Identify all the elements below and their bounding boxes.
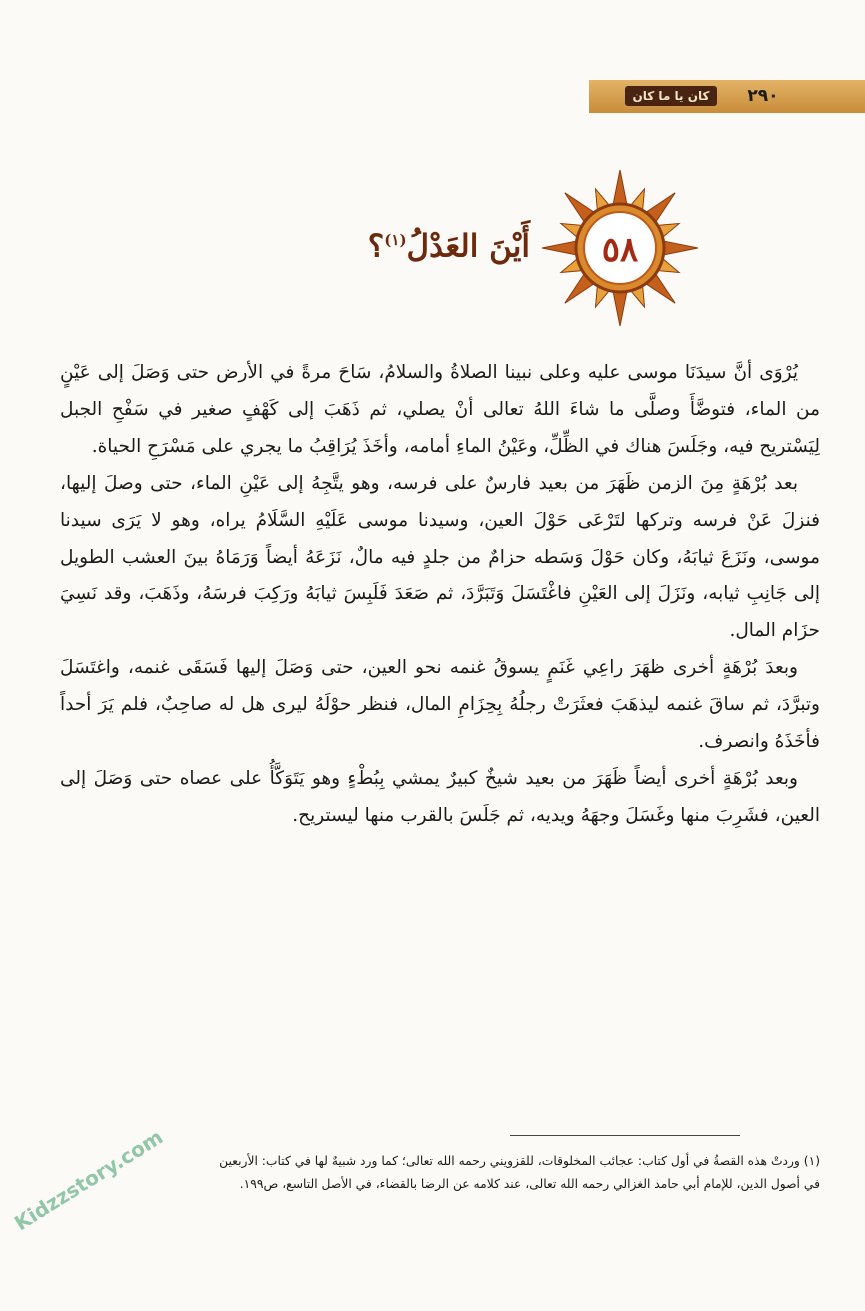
footnote-divider (510, 1135, 740, 1136)
footnote-line: في أصول الدين، للإمام أبي حامد الغزالي رحمه الله تعالى، عند كلامه عن الرضا بالقضاء، في الأصل التاسع، ص١٩٩. (239, 1177, 820, 1191)
footnote-marker: (١) (384, 231, 407, 249)
sun-icon (540, 168, 700, 328)
paragraph: وبعدَ بُرْهَةٍ أخرى ظهَرَ راعِي غَنَمٍ يسوقُ غنمه نحو العين، حتى وَصَلَ إليها فَسَقَى غنمه، واغتَسَلَ وتبرَّدَ، ثم ساقَ غنمه ليذهَبَ فعثَرَتْ رجلُهُ بِحِزَامِ المال، فنظر حوْلَهُ ليرى هل له صاحِبٌ، فلم يَرَ أحداً فأخَذَهُ وانصرف. (60, 657, 820, 753)
page-number: ٢٩٠ (747, 86, 779, 106)
story-body (60, 355, 820, 835)
paragraph: يُرْوَى أنَّ سيدَنَا موسى عليه وعلى نبينا الصلاةُ والسلامُ، سَاحَ مرةً في الأرض حتى وَصَلَ إلى عَيْنٍ من الماء، فتوضَّأَ وصلَّى ما شاءَ اللهُ تعالى أنْ يصلي، ثم ذَهَبَ إلى كَهْفٍ صغير في سَفْحِ الجبل لِيَسْتريح فيه، وجَلَسَ هناك في الظِّلِّ، وعَيْنُ الماءِ أمامه، وأخَذَ يُرَاقِبُ ما يجري على مَسْرَحِ الحياة. (60, 362, 820, 457)
story-number: ٥٨ (601, 230, 639, 270)
footnote (55, 1150, 820, 1196)
watermark: Kidzzstory.com (10, 1124, 168, 1236)
story-title-text: أَيْنَ العَدْلُ (406, 228, 530, 265)
footnote-line: (١) وردتْ هذه القصةُ في أول كتاب: عجائب المخلوقات، للقزويني رحمه الله تعالى؛ كما ورد شبيهٌ لها في كتاب: الأربعين (219, 1154, 820, 1168)
question-mark: ؟ (367, 228, 385, 265)
story-title (270, 210, 530, 270)
series-title: كان يا ما كان (625, 86, 717, 106)
paragraph: وبعد بُرْهَةٍ أخرى أيضاً ظَهَرَ من بعيد شيخٌ كبيرٌ يمشي بِبُطْءٍ وهو يَتَوَكَّأُ على عصاه حتى وَصَلَ إلى العين، فشَرِبَ منها وغَسَلَ وجهَهُ ويديه، ثم جَلَسَ بالقرب منها ليستريح. (60, 767, 820, 826)
paragraph: بعد بُرْهَةٍ مِنَ الزمن ظَهَرَ من بعيد فارسٌ على فرسه، وهو يتَّجِهُ إلى عَيْنِ الماء، حتى وصلَ إليها، فنزلَ عَنْ فرسه وتركها لتَرْعَى حَوْلَ العين، وسيدنا موسى عَلَيْهِ السَّلَامُ يراه، وهو لا يَرَى سيدنا موسى، ونَزَعَ ثيابَهُ، وكان حَوْلَ وَسَطه حزامٌ من جلدٍ فيه مالٌ، نَزَعَهُ أيضاً وَرَمَاهُ بينَ العشب الطويل إلى جَانِبِ ثيابه، ونَزَلَ إلى العَيْنِ فاغْتَسَلَ وَتَبَرَّدَ، ثم صَعَدَ فَلَبِسَ ثيابَهُ ورَكِبَ فرسَهُ، وذَهَبَ، وقد نَسِيَ حزَام المال. (60, 472, 820, 642)
